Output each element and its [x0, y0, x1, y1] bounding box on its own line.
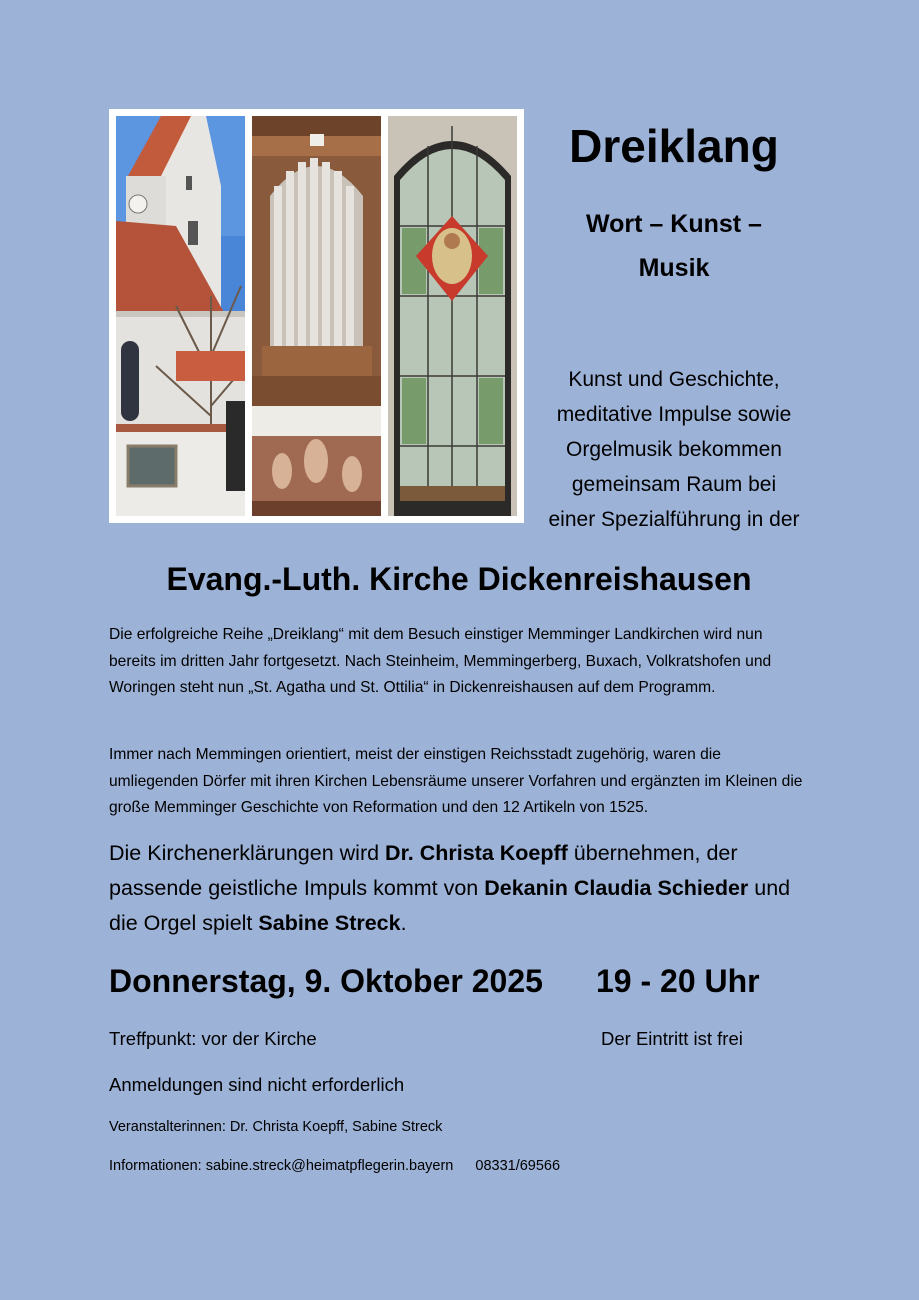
participants-text: . [400, 911, 407, 935]
event-date: Donnerstag, 9. Oktober 2025 [109, 963, 543, 999]
organist-name: Sabine Streck [258, 911, 401, 935]
intro-line: meditative Impulse sowie [556, 403, 792, 426]
history-paragraph: Immer nach Memmingen orientiert, meist der einstigen Reichsstadt zugehörig, waren die umliegenden Dörfer mit ihren Kirchen Lebensräume unserer Vorfahren und ergänzten im Kleinen die große Memminger Geschichte von Reformation und den 12 Artikeln von 1525. [109, 746, 803, 816]
contact-email: Informationen: sabine.streck@heimatpflegerin.bayern [109, 1158, 454, 1174]
registration-note: Anmeldungen sind nicht erforderlich [109, 1074, 405, 1095]
participants-text: und die Orgel spielt [109, 876, 791, 935]
intro-text [524, 362, 824, 537]
poster-title: Dreiklang [569, 120, 779, 172]
event-time: 19 - 20 Uhr [596, 963, 760, 999]
stained-glass-window-photo [388, 116, 517, 516]
photo-collage [109, 109, 524, 523]
speaker-name: Dr. Christa Koepff [385, 841, 568, 865]
intro-line: Kunst und Geschichte, [568, 368, 780, 391]
church-name-heading: Evang.-Luth. Kirche Dickenreishausen [166, 561, 752, 597]
impulse-name: Dekanin Claudia Schieder [484, 876, 749, 900]
meeting-point: Treffpunkt: vor der Kirche [109, 1028, 317, 1049]
event-date-time [109, 956, 809, 1006]
intro-line: Orgelmusik bekommen [566, 438, 782, 461]
organizers-line: Veranstalterinnen: Dr. Christa Koepff, Sabine Streck [109, 1119, 443, 1135]
intro-line: einer Spezialführung in der [548, 508, 800, 531]
intro-line: gemeinsam Raum bei [571, 473, 777, 496]
description-paragraph: Die erfolgreiche Reihe „Dreiklang“ mit dem Besuch einstiger Memminger Landkirchen wird nun bereits im dritten Jahr fortgesetzt. Nach Steinheim, Memmingerberg, Buxach, Volkratshofen und Woringen steht nun „St. Agatha und St. Ottilia“ in Dickenreishausen auf dem Programm. [109, 626, 772, 696]
subtitle-line: Wort – Kunst – [586, 210, 762, 238]
participants-text: Die Kirchenerklärungen wird [109, 841, 386, 865]
contact-phone: 08331/69566 [475, 1158, 561, 1174]
entry-fee-note: Der Eintritt ist frei [601, 1028, 743, 1049]
contact-info-line [109, 1154, 560, 1178]
church-tower-photo [116, 116, 245, 516]
organ-pipes-photo [252, 116, 381, 516]
participants-paragraph [109, 836, 809, 941]
subtitle-line: Musik [638, 254, 710, 282]
participants-text: übernehmen, der passende geistliche Impuls kommt von [109, 841, 738, 900]
poster-subtitle [524, 202, 824, 290]
